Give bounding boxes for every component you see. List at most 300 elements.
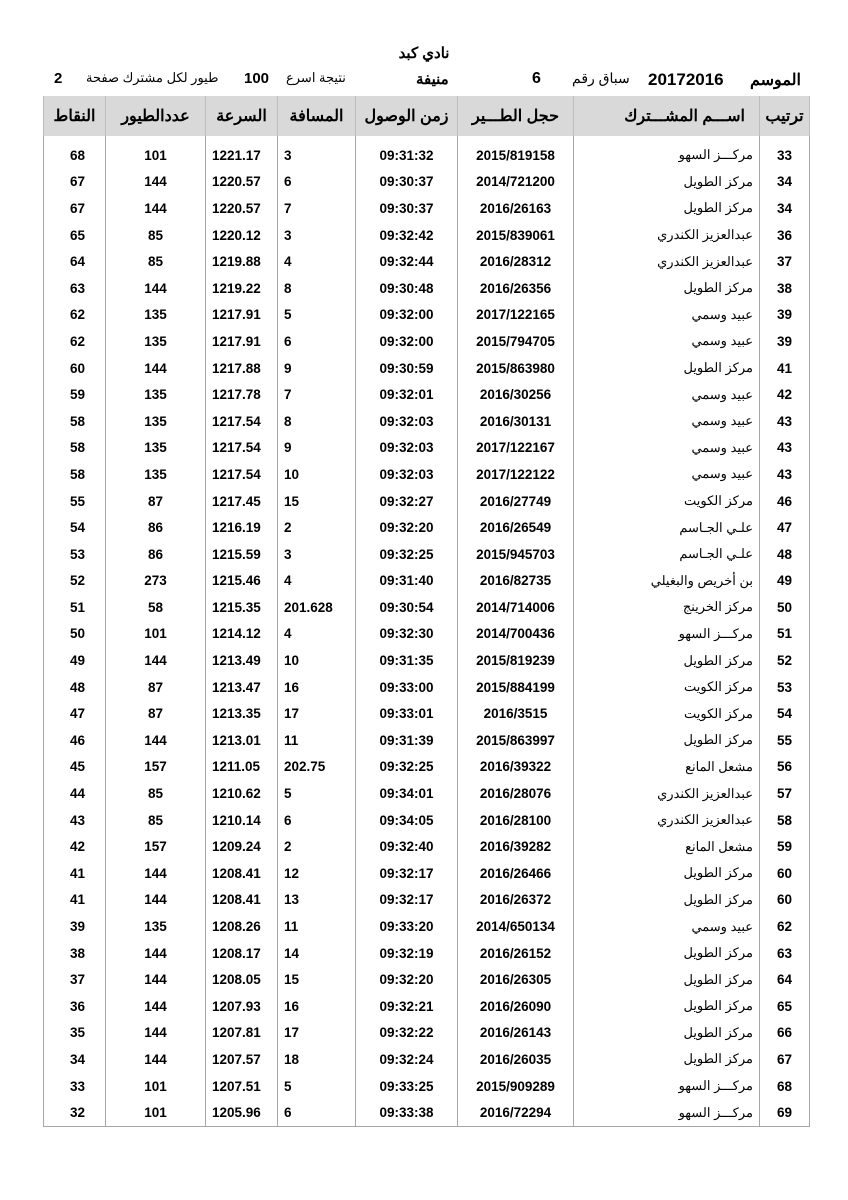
distance-cell: 8 <box>278 408 356 435</box>
rank-cell: 52 <box>760 647 810 674</box>
table-row <box>44 169 810 196</box>
participant-name-cell: مركز الطويل <box>574 647 760 674</box>
speed-cell: 1215.35 <box>206 594 278 621</box>
ring-cell: 2016/26372 <box>458 887 574 914</box>
points-cell: 51 <box>44 594 106 621</box>
distance-cell: 18 <box>278 1046 356 1073</box>
points-cell: 67 <box>44 169 106 196</box>
participant-name-cell: مركز الطويل <box>574 355 760 382</box>
table-row <box>44 674 810 701</box>
birds-count-cell: 144 <box>106 1046 206 1073</box>
header-distance: المسافة <box>278 96 356 136</box>
participant-name-cell: عبيد وسمي <box>574 461 760 488</box>
points-cell: 43 <box>44 807 106 834</box>
points-cell: 41 <box>44 887 106 914</box>
arrival-time-cell: 09:32:22 <box>356 1020 458 1047</box>
participant-name-cell: عبدالعزيز الكندري <box>574 248 760 275</box>
fastest-result-value: 100 <box>244 70 270 87</box>
ring-cell: 2015/945703 <box>458 541 574 568</box>
table-row <box>44 940 810 967</box>
rank-cell: 60 <box>760 887 810 914</box>
table-row <box>44 807 810 834</box>
speed-cell: 1209.24 <box>206 833 278 860</box>
speed-cell: 1220.12 <box>206 222 278 249</box>
birds-count-cell: 135 <box>106 435 206 462</box>
participant-name-cell: مشعل المانع <box>574 754 760 781</box>
birds-count-cell: 85 <box>106 780 206 807</box>
birds-count-cell: 135 <box>106 302 206 329</box>
participant-name-cell: عبدالعزيز الكندري <box>574 222 760 249</box>
rank-cell: 34 <box>760 169 810 196</box>
distance-cell: 15 <box>278 966 356 993</box>
participant-name-cell: مشعل المانع <box>574 833 760 860</box>
arrival-time-cell: 09:30:48 <box>356 275 458 302</box>
arrival-time-cell: 09:31:35 <box>356 647 458 674</box>
rank-cell: 41 <box>760 355 810 382</box>
participant-name-cell: مركز الطويل <box>574 275 760 302</box>
points-cell: 55 <box>44 488 106 515</box>
speed-cell: 1205.96 <box>206 1099 278 1126</box>
speed-cell: 1215.46 <box>206 568 278 595</box>
birds-count-cell: 58 <box>106 594 206 621</box>
points-cell: 35 <box>44 1020 106 1047</box>
points-cell: 48 <box>44 674 106 701</box>
points-cell: 50 <box>44 621 106 648</box>
table-row <box>44 966 810 993</box>
distance-cell: 5 <box>278 302 356 329</box>
birds-count-cell: 101 <box>106 1099 206 1126</box>
points-cell: 42 <box>44 833 106 860</box>
arrival-time-cell: 09:30:54 <box>356 594 458 621</box>
rank-cell: 64 <box>760 966 810 993</box>
participant-name-cell: عبيد وسمي <box>574 435 760 462</box>
speed-cell: 1217.91 <box>206 328 278 355</box>
table-row <box>44 860 810 887</box>
distance-cell: 8 <box>278 275 356 302</box>
participant-name-cell: مركز الكويت <box>574 700 760 727</box>
birds-per-member-label: طيور لكل مشترك صفحة <box>86 70 219 85</box>
distance-cell: 2 <box>278 514 356 541</box>
rank-cell: 36 <box>760 222 810 249</box>
birds-count-cell: 87 <box>106 700 206 727</box>
speed-cell: 1208.17 <box>206 940 278 967</box>
speed-cell: 1207.93 <box>206 993 278 1020</box>
table-row <box>44 195 810 222</box>
table-row <box>44 887 810 914</box>
ring-cell: 2016/26356 <box>458 275 574 302</box>
speed-cell: 1219.22 <box>206 275 278 302</box>
table-row <box>44 647 810 674</box>
speed-cell: 1217.54 <box>206 435 278 462</box>
distance-cell: 17 <box>278 1020 356 1047</box>
participant-name-cell: مركز الطويل <box>574 195 760 222</box>
speed-cell: 1211.05 <box>206 754 278 781</box>
arrival-time-cell: 09:31:32 <box>356 142 458 169</box>
arrival-time-cell: 09:32:03 <box>356 461 458 488</box>
rank-cell: 33 <box>760 142 810 169</box>
points-cell: 58 <box>44 408 106 435</box>
rank-cell: 56 <box>760 754 810 781</box>
rank-cell: 66 <box>760 1020 810 1047</box>
table-row <box>44 1020 810 1047</box>
birds-count-cell: 144 <box>106 860 206 887</box>
ring-cell: 2016/39322 <box>458 754 574 781</box>
arrival-time-cell: 09:34:05 <box>356 807 458 834</box>
distance-cell: 12 <box>278 860 356 887</box>
season-value: 20172016 <box>648 70 724 89</box>
rank-cell: 34 <box>760 195 810 222</box>
points-cell: 68 <box>44 142 106 169</box>
birds-count-cell: 87 <box>106 488 206 515</box>
birds-count-cell: 144 <box>106 887 206 914</box>
table-row <box>44 727 810 754</box>
ring-cell: 2016/82735 <box>458 568 574 595</box>
distance-cell: 17 <box>278 700 356 727</box>
table-row <box>44 568 810 595</box>
points-cell: 67 <box>44 195 106 222</box>
points-cell: 58 <box>44 435 106 462</box>
header-points: النقاط <box>44 96 106 136</box>
distance-cell: 3 <box>278 222 356 249</box>
participant-name-cell: مركز الطويل <box>574 727 760 754</box>
ring-cell: 2016/26163 <box>458 195 574 222</box>
distance-cell: 11 <box>278 727 356 754</box>
speed-cell: 1220.57 <box>206 169 278 196</box>
rank-cell: 67 <box>760 1046 810 1073</box>
ring-cell: 2016/3515 <box>458 700 574 727</box>
birds-count-cell: 144 <box>106 355 206 382</box>
arrival-time-cell: 09:30:59 <box>356 355 458 382</box>
table-row <box>44 621 810 648</box>
participant-name-cell: بن أخريص والبغيلي <box>574 568 760 595</box>
table-header-row <box>44 96 810 136</box>
birds-count-cell: 135 <box>106 328 206 355</box>
distance-cell: 16 <box>278 993 356 1020</box>
rank-cell: 58 <box>760 807 810 834</box>
distance-cell: 9 <box>278 435 356 462</box>
participant-name-cell: عبيد وسمي <box>574 302 760 329</box>
participant-name-cell: عبيد وسمي <box>574 381 760 408</box>
rank-cell: 48 <box>760 541 810 568</box>
speed-cell: 1213.49 <box>206 647 278 674</box>
distance-cell: 4 <box>278 568 356 595</box>
birds-count-cell: 144 <box>106 1020 206 1047</box>
rank-cell: 55 <box>760 727 810 754</box>
rank-cell: 43 <box>760 408 810 435</box>
rank-cell: 47 <box>760 514 810 541</box>
participant-name-cell: مركز الخرينج <box>574 594 760 621</box>
speed-cell: 1207.81 <box>206 1020 278 1047</box>
speed-cell: 1217.54 <box>206 408 278 435</box>
speed-cell: 1217.45 <box>206 488 278 515</box>
points-cell: 37 <box>44 966 106 993</box>
header-rank: ترتيب <box>760 96 810 136</box>
distance-cell: 14 <box>278 940 356 967</box>
table-row <box>44 993 810 1020</box>
table-row <box>44 408 810 435</box>
table-row <box>44 381 810 408</box>
speed-cell: 1216.19 <box>206 514 278 541</box>
ring-cell: 2015/863997 <box>458 727 574 754</box>
birds-count-cell: 157 <box>106 833 206 860</box>
ring-cell: 2016/26305 <box>458 966 574 993</box>
participant-name-cell: مركز الطويل <box>574 966 760 993</box>
participant-name-cell: علـي الجـاسم <box>574 514 760 541</box>
rank-cell: 57 <box>760 780 810 807</box>
participant-name-cell: مركز الطويل <box>574 940 760 967</box>
participant-name-cell: مركز الكويت <box>574 674 760 701</box>
arrival-time-cell: 09:32:27 <box>356 488 458 515</box>
ring-cell: 2015/819158 <box>458 142 574 169</box>
table-row <box>44 275 810 302</box>
participant-name-cell: علـي الجـاسم <box>574 541 760 568</box>
distance-cell: 3 <box>278 142 356 169</box>
table-row <box>44 514 810 541</box>
ring-cell: 2016/28076 <box>458 780 574 807</box>
table-row <box>44 248 810 275</box>
arrival-time-cell: 09:32:25 <box>356 754 458 781</box>
birds-count-cell: 85 <box>106 248 206 275</box>
ring-cell: 2016/26035 <box>458 1046 574 1073</box>
distance-cell: 6 <box>278 328 356 355</box>
birds-count-cell: 135 <box>106 381 206 408</box>
participant-name-cell: عبيد وسمي <box>574 328 760 355</box>
table-row <box>44 328 810 355</box>
speed-cell: 1217.54 <box>206 461 278 488</box>
ring-cell: 2015/863980 <box>458 355 574 382</box>
distance-cell: 202.75 <box>278 754 356 781</box>
rank-cell: 42 <box>760 381 810 408</box>
points-cell: 47 <box>44 700 106 727</box>
points-cell: 32 <box>44 1099 106 1126</box>
points-cell: 54 <box>44 514 106 541</box>
speed-cell: 1213.47 <box>206 674 278 701</box>
arrival-time-cell: 09:30:37 <box>356 195 458 222</box>
table-row <box>44 1073 810 1100</box>
distance-cell: 16 <box>278 674 356 701</box>
birds-count-cell: 144 <box>106 966 206 993</box>
speed-cell: 1217.78 <box>206 381 278 408</box>
page-title: نادي كبد <box>398 45 450 62</box>
header-arrival-time: زمن الوصول <box>356 96 458 136</box>
table-row <box>44 913 810 940</box>
distance-cell: 10 <box>278 647 356 674</box>
speed-cell: 1214.12 <box>206 621 278 648</box>
points-cell: 44 <box>44 780 106 807</box>
arrival-time-cell: 09:32:44 <box>356 248 458 275</box>
table-row <box>44 594 810 621</box>
points-cell: 64 <box>44 248 106 275</box>
speed-cell: 1208.41 <box>206 887 278 914</box>
speed-cell: 1208.26 <box>206 913 278 940</box>
rank-cell: 49 <box>760 568 810 595</box>
rank-cell: 37 <box>760 248 810 275</box>
ring-cell: 2014/721200 <box>458 169 574 196</box>
header-speed: السرعة <box>206 96 278 136</box>
rank-cell: 51 <box>760 621 810 648</box>
points-cell: 45 <box>44 754 106 781</box>
participant-name-cell: مركز الطويل <box>574 1046 760 1073</box>
speed-cell: 1213.01 <box>206 727 278 754</box>
race-label: سباق رقم <box>572 70 630 86</box>
birds-count-cell: 101 <box>106 621 206 648</box>
results-table <box>43 96 810 1127</box>
arrival-time-cell: 09:32:40 <box>356 833 458 860</box>
participant-name-cell: مركـــز السهو <box>574 621 760 648</box>
distance-cell: 7 <box>278 381 356 408</box>
participant-name-cell: مركز الطويل <box>574 860 760 887</box>
distance-cell: 11 <box>278 913 356 940</box>
arrival-time-cell: 09:33:00 <box>356 674 458 701</box>
arrival-time-cell: 09:32:00 <box>356 302 458 329</box>
rank-cell: 69 <box>760 1099 810 1126</box>
participant-name-cell: مركـــز السهو <box>574 142 760 169</box>
header-ring: حجل الطـــير <box>458 96 574 136</box>
table-row <box>44 435 810 462</box>
speed-cell: 1208.05 <box>206 966 278 993</box>
participant-name-cell: مركز الطويل <box>574 993 760 1020</box>
table-row <box>44 754 810 781</box>
arrival-time-cell: 09:33:01 <box>356 700 458 727</box>
rank-cell: 54 <box>760 700 810 727</box>
birds-count-cell: 85 <box>106 222 206 249</box>
speed-cell: 1207.51 <box>206 1073 278 1100</box>
ring-cell: 2015/819239 <box>458 647 574 674</box>
participant-name-cell: عبيد وسمي <box>574 408 760 435</box>
ring-cell: 2017/122167 <box>458 435 574 462</box>
rank-cell: 68 <box>760 1073 810 1100</box>
arrival-time-cell: 09:33:25 <box>356 1073 458 1100</box>
header-participant-name: اســـم المشـــترك <box>574 96 760 136</box>
birds-count-cell: 85 <box>106 807 206 834</box>
birds-count-cell: 157 <box>106 754 206 781</box>
distance-cell: 5 <box>278 780 356 807</box>
birds-count-cell: 86 <box>106 514 206 541</box>
points-cell: 46 <box>44 727 106 754</box>
rank-cell: 62 <box>760 913 810 940</box>
distance-cell: 5 <box>278 1073 356 1100</box>
ring-cell: 2014/650134 <box>458 913 574 940</box>
points-cell: 34 <box>44 1046 106 1073</box>
ring-cell: 2015/794705 <box>458 328 574 355</box>
birds-count-cell: 144 <box>106 647 206 674</box>
birds-count-cell: 86 <box>106 541 206 568</box>
arrival-time-cell: 09:32:01 <box>356 381 458 408</box>
table-row <box>44 700 810 727</box>
distance-cell: 4 <box>278 248 356 275</box>
rank-cell: 60 <box>760 860 810 887</box>
ring-cell: 2016/26090 <box>458 993 574 1020</box>
ring-cell: 2016/30256 <box>458 381 574 408</box>
rank-cell: 63 <box>760 940 810 967</box>
speed-cell: 1217.91 <box>206 302 278 329</box>
ring-cell: 2016/26143 <box>458 1020 574 1047</box>
speed-cell: 1220.57 <box>206 195 278 222</box>
race-number: 6 <box>532 70 541 87</box>
ring-cell: 2016/72294 <box>458 1099 574 1126</box>
distance-cell: 201.628 <box>278 594 356 621</box>
rank-cell: 39 <box>760 328 810 355</box>
page-number: 2 <box>54 70 63 87</box>
ring-cell: 2014/700436 <box>458 621 574 648</box>
race-location: منيفة <box>416 71 449 88</box>
points-cell: 60 <box>44 355 106 382</box>
points-cell: 62 <box>44 328 106 355</box>
speed-cell: 1217.88 <box>206 355 278 382</box>
birds-count-cell: 144 <box>106 169 206 196</box>
birds-count-cell: 101 <box>106 1073 206 1100</box>
rank-cell: 39 <box>760 302 810 329</box>
points-cell: 41 <box>44 860 106 887</box>
arrival-time-cell: 09:31:40 <box>356 568 458 595</box>
ring-cell: 2016/28100 <box>458 807 574 834</box>
rank-cell: 50 <box>760 594 810 621</box>
table-row <box>44 222 810 249</box>
points-cell: 65 <box>44 222 106 249</box>
ring-cell: 2016/30131 <box>458 408 574 435</box>
birds-count-cell: 135 <box>106 408 206 435</box>
distance-cell: 2 <box>278 833 356 860</box>
distance-cell: 6 <box>278 807 356 834</box>
arrival-time-cell: 09:32:03 <box>356 435 458 462</box>
speed-cell: 1210.62 <box>206 780 278 807</box>
ring-cell: 2016/39282 <box>458 833 574 860</box>
rank-cell: 59 <box>760 833 810 860</box>
ring-cell: 2017/122165 <box>458 302 574 329</box>
points-cell: 62 <box>44 302 106 329</box>
table-row <box>44 142 810 169</box>
distance-cell: 13 <box>278 887 356 914</box>
birds-count-cell: 144 <box>106 195 206 222</box>
points-cell: 59 <box>44 381 106 408</box>
arrival-time-cell: 09:32:25 <box>356 541 458 568</box>
points-cell: 52 <box>44 568 106 595</box>
participant-name-cell: مركـــز السهو <box>574 1073 760 1100</box>
speed-cell: 1210.14 <box>206 807 278 834</box>
ring-cell: 2015/909289 <box>458 1073 574 1100</box>
speed-cell: 1213.35 <box>206 700 278 727</box>
distance-cell: 9 <box>278 355 356 382</box>
arrival-time-cell: 09:31:39 <box>356 727 458 754</box>
arrival-time-cell: 09:32:20 <box>356 514 458 541</box>
birds-count-cell: 144 <box>106 940 206 967</box>
speed-cell: 1207.57 <box>206 1046 278 1073</box>
points-cell: 63 <box>44 275 106 302</box>
rank-cell: 65 <box>760 993 810 1020</box>
speed-cell: 1208.41 <box>206 860 278 887</box>
arrival-time-cell: 09:32:03 <box>356 408 458 435</box>
distance-cell: 4 <box>278 621 356 648</box>
arrival-time-cell: 09:32:20 <box>356 966 458 993</box>
birds-count-cell: 135 <box>106 913 206 940</box>
arrival-time-cell: 09:32:21 <box>356 993 458 1020</box>
arrival-time-cell: 09:32:17 <box>356 887 458 914</box>
table-row <box>44 488 810 515</box>
table-row <box>44 302 810 329</box>
participant-name-cell: عبدالعزيز الكندري <box>574 780 760 807</box>
speed-cell: 1219.88 <box>206 248 278 275</box>
birds-count-cell: 273 <box>106 568 206 595</box>
table-row <box>44 1046 810 1073</box>
participant-name-cell: مركز الكويت <box>574 488 760 515</box>
birds-count-cell: 87 <box>106 674 206 701</box>
fastest-result-label: نتيجة اسرع <box>286 70 346 85</box>
ring-cell: 2016/28312 <box>458 248 574 275</box>
distance-cell: 7 <box>278 195 356 222</box>
ring-cell: 2016/26549 <box>458 514 574 541</box>
birds-count-cell: 144 <box>106 727 206 754</box>
ring-cell: 2015/839061 <box>458 222 574 249</box>
